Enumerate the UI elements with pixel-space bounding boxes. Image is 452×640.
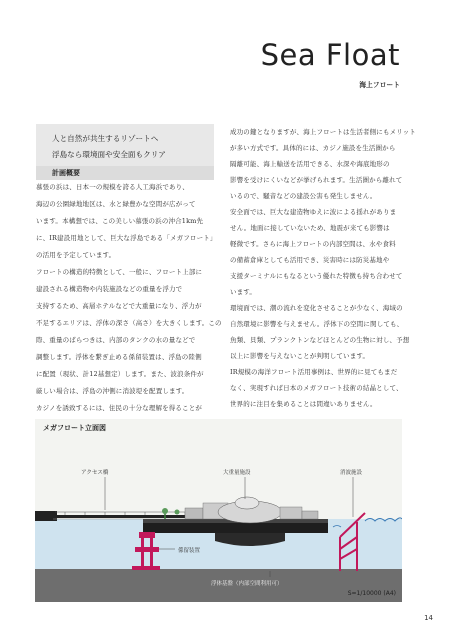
body-line: 環境面では、潮の流れを変化させることが少なく、海域の xyxy=(230,304,403,312)
body-line: に配置（現状、計12基想定）します。また、波浪条件が xyxy=(36,370,204,378)
body-line: 成功の鍵となりますが、海上フロートは生活者側にもメリット xyxy=(230,128,416,136)
body-line: 以上に影響を与えないことが判明しています。 xyxy=(230,352,370,360)
body-line: 安全面では、巨大な建造物ゆえに波による揺れがありま xyxy=(230,208,397,216)
body-line: 厳しい場合は、浮島の沖側に消波堤を配置します。 xyxy=(36,387,189,395)
label-heavy-facility: 大重量施設 xyxy=(223,470,251,476)
section-label: 計画概要 xyxy=(52,169,80,177)
body-line: 軽微です。さらに海上フロートの内部空間は、水や食料 xyxy=(230,240,396,248)
body-line: 建設される構造物や内装施設などの重量を浮力で xyxy=(36,285,183,293)
section-tag xyxy=(36,166,214,180)
body-line: 支持するため、高層ホテルなどで大重量になり、浮力が xyxy=(36,302,202,310)
float-buildings xyxy=(162,497,318,523)
body-line: 海辺の公園緑地地区は、水と緑豊かな空間が広がって xyxy=(36,200,196,208)
intro-line: 浮島なら環境面や安全面もクリア xyxy=(52,150,166,159)
body-line: なく、実現すれば日本のメガフロート技術の結晶として、 xyxy=(230,384,403,392)
intro-line: 人と自然が共生するリゾートへ xyxy=(52,134,159,143)
body-line: の備蓄倉庫としても活用でき、災害時には防災基地や xyxy=(230,256,390,264)
body-line: 際、重量のばらつきは、内部のタンクの水の量などで xyxy=(36,336,196,344)
label-breakwater: 消波施設 xyxy=(340,470,363,476)
body-line: カジノを誘致するには、住民の十分な理解を得ることが xyxy=(36,404,202,412)
body-line: います。本構想では、この美しい慕張の浜の沖合1km先 xyxy=(36,217,204,225)
body-line: の活用を予定しています。 xyxy=(36,251,116,259)
body-line: 隔離可能、海上輸送を活用できる、水深や海底地形の xyxy=(230,160,390,168)
label-access-bridge: アクセス橋 xyxy=(81,470,109,476)
body-line: 自然環境に影響を与えません。浮体下の空間に関しても、 xyxy=(230,320,404,328)
body-line: が多い方式です。具体的には、カジノ施設を生活圏から xyxy=(230,144,396,152)
body-line: IR規模の海洋フロート活用事例は、世界的に見てもまだ xyxy=(230,368,398,376)
figure-title: メガフロート立面図 xyxy=(43,424,106,432)
body-line: に、IR建設用地として、巨大な浮島である「メガフロート」 xyxy=(36,234,217,242)
page-number: 14 xyxy=(424,614,433,622)
body-line: 世界的に注目を集めることは間違いありません。 xyxy=(230,400,377,408)
body-line: います。 xyxy=(230,288,257,296)
body-line: 調整します。浮体を繋ぎ止める係留装置は、浮島の陸側 xyxy=(36,353,202,361)
body-line: 慕張の浜は、日本一の規模を誇る人工海浜であり、 xyxy=(36,183,189,191)
intro-box xyxy=(36,124,214,166)
body-line: いるので、騒音などの建設公害も発生しません。 xyxy=(230,192,377,200)
label-mooring: 係留装置 xyxy=(178,548,201,554)
body-line: 影響を受けにくいなどが挙げられます。生活圏から離れて xyxy=(230,176,403,184)
page-subtitle: 海上フロート xyxy=(359,81,400,89)
body-line: 不足するエリアは、浮体の深さ（高さ）を大きくします。この xyxy=(36,319,222,327)
body-line: 支援ターミナルにもなるという優れた特徴も持ち合わせて xyxy=(230,272,403,280)
body-line: せん。地面に接していないため、地震が来ても影響は xyxy=(230,224,390,232)
body-line: フロートの構造的特徴として、一般に、フロート上部に xyxy=(36,268,203,276)
float-base xyxy=(143,523,328,533)
label-float-base: 浮体基盤（内部空間利用可） xyxy=(211,581,283,587)
page-title: Sea Float xyxy=(260,38,400,72)
body-line: 魚類、貝類、プランクトンなどほとんどの生物に対し、予想 xyxy=(230,336,410,344)
elevation-figure xyxy=(35,419,402,602)
scale-label: S=1/10000 (A4) xyxy=(347,590,396,597)
elevation-diagram xyxy=(35,419,402,602)
